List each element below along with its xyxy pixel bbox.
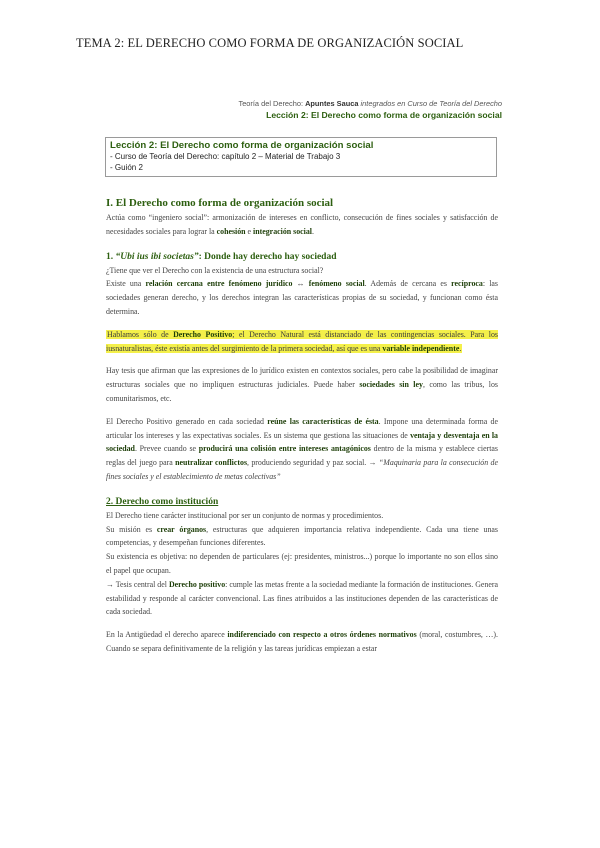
subsection-heading: 2. Derecho como institución xyxy=(106,496,219,507)
subsection-heading: 1. “Ubi ius ibi societas”: Donde hay derecho hay sociedad xyxy=(106,251,337,262)
source-header xyxy=(239,99,503,120)
section-heading: I. El Derecho como forma de organización social xyxy=(106,197,334,209)
lesson-box xyxy=(105,137,497,177)
paragraph: El Derecho Positivo generado en cada sociedad reúne las características de ésta. Impone una determinada forma de articular los intereses y las expectativas sociales. Es un sistema que gestiona las situaciones de ventaja y desventaja en la sociedad. Prevee cuando se producirá una colisión entre intereses antagónicos dentro de la misma y establece ciertas reglas del juego para neutralizar conflictos, produciendo seguridad y paz social. → “Maquinaria para la consecución de fines sociales y el establecimiento de metas colectivas” xyxy=(106,416,498,481)
paragraph: ¿Tiene que ver el Derecho con la existencia de una estructura social? Existe una relación cercana entre fenómeno jurídico ↔ fenómeno social. Además de cercana es recíproca: las sociedades generan derecho, y los derechos integran las características propias de su sociedad, y funcionan como ésta determina. xyxy=(106,265,498,316)
document-body xyxy=(106,197,498,656)
paragraph: Hay tesis que afirman que las expresiones de lo jurídico existen en contextos sociales, pero cabe la posibilidad de imaginar estructuras sociales que no impliquen estructuras judiciales. Puede haber sociedades sin ley, como las tribus, los comunitarismos, etc. xyxy=(106,366,498,403)
paragraph: El Derecho tiene carácter institucional por ser un conjunto de normas y procedimientos. Su misión es crear órganos, estructuras que adquieren importancia relativa independiente. Cada una tiene unas competencias, y desempeñan funciones diferentes. Su existencia es objetiva: no dependen de particulares (ej: presidentes, ministros...) porque lo importante no son ellos sino el papel que ocupan. → Tesis central del Derecho positivo: cumple las metas frente a la sociedad mediante la formación de instituciones. Genera estabilidad y responde al carácter convencional. Las fines atribuidos a las instituciones dependen de las características de cada sociedad. xyxy=(106,510,499,617)
lesson-box-title: Lección 2: El Derecho como forma de organización social xyxy=(110,140,374,151)
source-line: Teoría del Derecho: Apuntes Sauca integrados en Curso de Teoría del Derecho xyxy=(238,99,502,108)
lesson-subtitle: Lección 2: El Derecho como forma de organización social xyxy=(266,110,502,120)
highlighted-paragraph: Hablamos sólo de Derecho Positivo; el Derecho Natural está distanciado de las contingencias sociales. Para los iusnaturalistas, éste existía antes del surgimiento de la primera sociedad, así que es una variable independiente. xyxy=(106,329,498,353)
lesson-box-line: - Curso de Teoría del Derecho: capítulo 2 – Material de Trabajo 3 xyxy=(110,152,341,161)
paragraph: Actúa como “ingeniero social”: armonización de intereses en conflicto, consecución de fines sociales y satisfacción de necesidades sociales para lograr la cohesión e integración social. xyxy=(106,213,498,236)
page-header: TEMA 2: EL DERECHO COMO FORMA DE ORGANIZACIÓN SOCIAL xyxy=(76,36,464,50)
lesson-box-line: - Guión 2 xyxy=(110,163,143,172)
paragraph: En la Antigüedad el derecho aparece indiferenciado con respecto a otros órdenes normativos (moral, costumbres, …). Cuando se separa definitivamente de la religión y las tareas jurídicas empiezan a estar xyxy=(106,630,498,653)
